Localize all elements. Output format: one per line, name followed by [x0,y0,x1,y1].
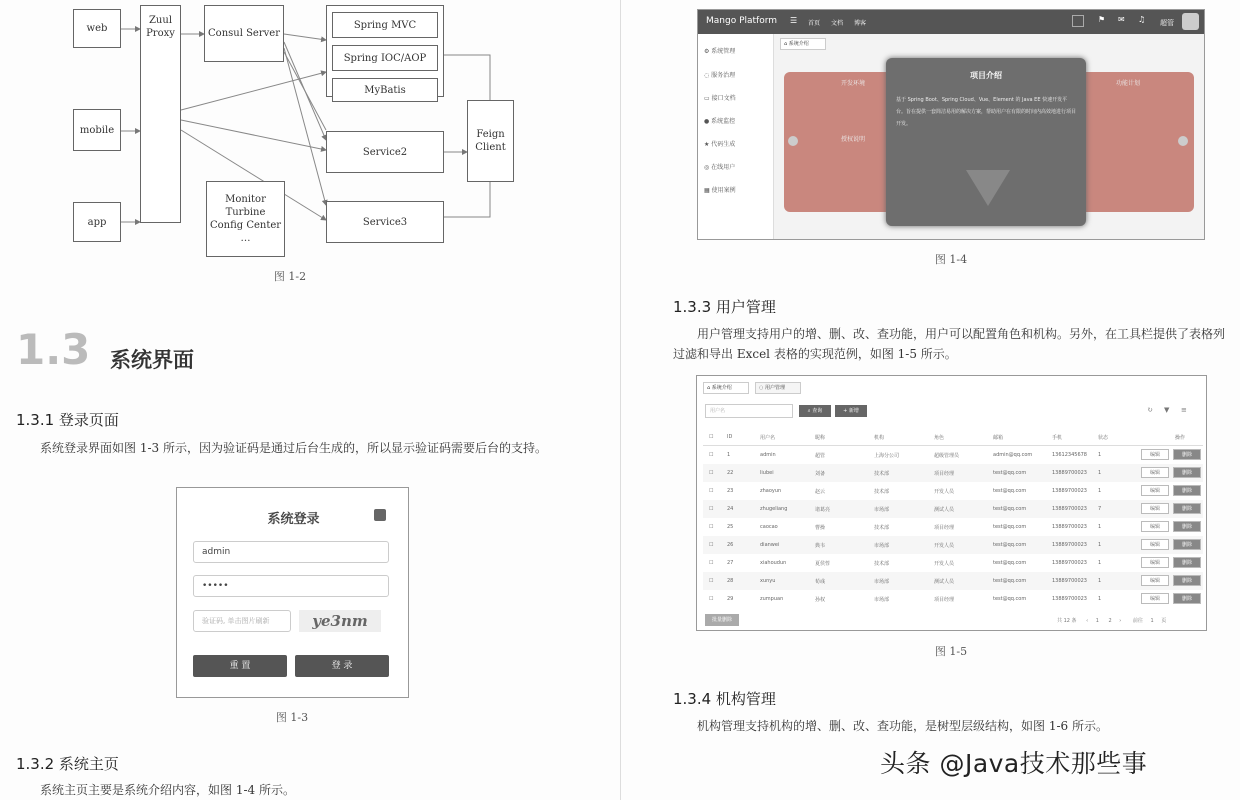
table-cell: 技术部 [874,561,890,567]
login-figure [176,487,409,698]
node-monitor [206,181,285,257]
plus-icon: + [843,408,849,414]
table-cell: zhugeliang [760,506,788,512]
page-number[interactable]: 1 [1095,618,1099,624]
captcha-image[interactable]: ye3nm [299,610,381,632]
table-cell: caocao [760,524,778,530]
table-cell: 24 [727,506,734,512]
edit-button[interactable]: 编辑 [1141,593,1169,604]
table-cell: 1 [1098,524,1102,530]
column-header[interactable]: 操作 [1175,435,1186,441]
monitor-line: Turbine [225,207,266,218]
table-cell: zhaoyun [760,488,782,494]
search-icon: ⌕ [807,408,813,414]
subsection-heading: 1.3.3 用户管理 [673,298,776,316]
table-cell: 诸葛亮 [815,507,831,513]
pagination [1057,617,1202,624]
edge-zuul-service1 [181,72,326,110]
table-cell: 技术部 [874,525,890,531]
sidebar-item-label: 代码生成 [711,141,736,148]
paragraph: 用户管理支持用户的增、删、改、查功能，用户可以配置角色和机构。另外，在工具栏提供了表格列过滤和导出 Excel 表格的实现范例，如图 1-5 所示。 [673,327,1226,361]
table-cell: test@qq.com [993,470,1027,476]
column-header[interactable]: ID [727,434,733,440]
nav-home[interactable]: 首页 [808,20,821,27]
card-text: 基于 Spring Boot、Spring Cloud、Vue、Element 的 Java EE 快速开发平台。旨在提供一套简洁易用的解决方案，帮助用户在有限的时间内高效地进行项目开发。 [896,97,1077,127]
table-cell: 1 [1098,542,1102,548]
right-page [620,0,1240,800]
edit-button[interactable]: 编辑 [1141,521,1169,532]
add-label: 新增 [848,408,859,414]
table-cell: 超管 [815,453,826,459]
sidebar-item-monitor[interactable] [704,116,735,125]
sidebar-item-label: 系统监控 [711,118,736,125]
tab-label: 系统介绍 [711,385,732,391]
user-icon: ◌ [759,385,765,391]
reset-button[interactable]: 重 置 [193,655,287,677]
table-cell: admin [760,452,776,458]
checkbox[interactable]: ☐ [709,560,714,566]
star-icon: ★ [704,141,712,148]
carousel-next-icon[interactable] [1178,136,1188,146]
delete-button[interactable]: 删除 [1173,557,1201,568]
column-header[interactable]: 手机 [1052,435,1063,441]
table-cell: 刘备 [815,471,826,477]
table-cell: zumpuan [760,596,784,602]
table-cell: 技术部 [874,489,890,495]
query-label: 查询 [812,408,823,414]
card-left-title: 开发环境 [840,80,865,87]
table-cell: 技术部 [874,471,890,477]
table-cell: 1 [727,452,731,458]
lang-icon[interactable]: ⚑ [1098,15,1106,24]
refresh-icon[interactable]: ↻ [1147,406,1153,414]
home-icon: ⌂ [707,385,712,391]
user-management-figure [696,375,1207,631]
theme-toggle-icon[interactable] [374,509,386,521]
node-mobile: mobile [73,109,121,151]
table-row[interactable] [703,590,1203,608]
edit-button[interactable]: 编辑 [1141,467,1169,478]
eye-icon: ◎ [704,164,712,171]
user-name[interactable]: 超管 [1160,19,1174,27]
sidebar-item-api[interactable] [704,93,736,102]
table-cell: 25 [727,524,734,530]
home-icon: ⌂ [784,41,789,47]
paragraph: 机构管理支持机构的增、删、改、查功能，是树型层级结构，如图 1-6 所示。 [697,719,1108,733]
node-consul-server: Consul Server [204,5,284,62]
sidebar-item-system[interactable] [704,46,735,55]
table-cell: test@qq.com [993,596,1027,602]
sidebar-item-online[interactable] [704,162,735,171]
node-mybatis: MyBatis [332,78,438,102]
edit-button[interactable]: 编辑 [1141,575,1169,586]
monitor-line: … [240,233,251,244]
password-input[interactable]: ••••• [193,575,389,597]
table-cell: 26 [727,542,734,548]
edit-button[interactable]: 编辑 [1141,557,1169,568]
table-cell: 1 [1098,578,1102,584]
delete-button[interactable]: 删除 [1173,521,1201,532]
table-row[interactable] [703,572,1203,590]
column-header[interactable]: 机构 [874,435,885,441]
query-button[interactable] [799,405,831,417]
table-cell: test@qq.com [993,578,1027,584]
table-row[interactable] [703,554,1203,572]
top-bar [698,10,1205,34]
column-header[interactable]: 角色 [934,435,945,441]
table-cell: 上海分公司 [874,453,900,459]
tab-intro[interactable] [703,382,749,394]
tab-users[interactable] [755,382,801,394]
carousel-prev-icon[interactable] [788,136,798,146]
refresh-icon: ◌ [704,72,712,79]
table-cell: 22 [727,470,734,476]
table-cell: 13889700023 [1052,578,1087,584]
username-input[interactable]: admin [193,541,389,563]
delete-button[interactable]: 删除 [1173,593,1201,604]
filter-icon[interactable]: ▼ [1164,406,1170,414]
subsection-heading: 1.3.2 系统主页 [16,755,119,773]
table-row[interactable] [703,518,1203,536]
table-cell: 13612345678 [1052,452,1087,458]
table-cell: 曹操 [815,525,826,531]
menu-toggle-icon[interactable]: ☰ [790,16,798,25]
nav-docs[interactable]: 文档 [831,20,844,27]
table-cell: 13889700023 [1052,488,1087,494]
monitor-icon: ● [704,118,712,125]
table-cell: 开发人员 [934,561,955,567]
monitor-line: Config Center [209,220,282,231]
edge-service3-feign [444,182,490,217]
subsection-heading: 1.3.4 机构管理 [673,690,776,708]
sidebar-item-service[interactable] [704,70,735,79]
avatar[interactable] [1182,13,1199,30]
watermark: 头条 @Java技术那些事 [880,749,1148,778]
login-button[interactable]: 登 录 [295,655,389,677]
table-cell: 13889700023 [1052,560,1087,566]
node-feign-client: Feign Client [467,100,514,182]
table-cell: 1 [1098,488,1102,494]
table-cell: 13889700023 [1052,470,1087,476]
login-title: 系统登录 [267,512,320,527]
tab-label: 用户管理 [764,385,785,391]
delete-button[interactable]: 删除 [1173,539,1201,550]
checkbox[interactable]: ☐ [709,470,714,476]
table-cell: 1 [1098,452,1102,458]
gear-icon: ⚙ [704,48,712,55]
delete-button[interactable]: 删除 [1173,467,1201,478]
edit-button[interactable]: 编辑 [1141,503,1169,514]
figure-caption: 图 1-3 [275,711,309,724]
sidebar-item-codegen[interactable] [704,139,735,148]
mango-home-figure [697,9,1205,240]
node-zuul-proxy [140,5,181,223]
table-cell: 7 [1098,506,1102,512]
table-cell: 项目经理 [934,597,955,603]
checkbox[interactable]: ☐ [709,488,714,494]
add-button[interactable] [835,405,867,417]
card-project-intro [886,58,1086,226]
table-cell: 1 [1098,470,1102,476]
doc-icon: ▭ [704,95,712,102]
node-service3: Service3 [326,201,444,243]
page-number[interactable]: 2 [1108,618,1112,624]
checkbox[interactable]: ☐ [709,524,714,530]
card-title: 项目介绍 [970,71,1002,80]
table-cell: 荀彧 [815,579,826,585]
edge-consul-service1 [284,34,326,40]
sidebar-item-cases[interactable] [704,185,736,194]
table-cell: 典韦 [815,543,826,549]
column-header[interactable]: 用户名 [760,435,776,441]
next-page-icon[interactable]: › [1119,618,1122,624]
table-cell: 项目经理 [934,471,955,477]
table-cell: 市场部 [874,507,890,513]
card-left-subtitle: 授权说明 [840,136,865,143]
delete-button[interactable]: 删除 [1173,449,1201,460]
table-cell: 29 [727,596,734,602]
column-header[interactable]: 昵称 [815,435,826,441]
prev-page-icon[interactable]: ‹ [1086,618,1089,624]
table-cell: 超级管理员 [934,453,960,459]
delete-button[interactable]: 删除 [1173,575,1201,586]
section-number: 1.3 [16,325,91,374]
node-service2: Service2 [326,131,444,173]
edge-consul-extra [284,52,326,130]
table-cell: 测试人员 [934,507,955,513]
page-unit: 页 [1161,618,1167,624]
table-row[interactable] [703,464,1203,482]
node-web: web [73,9,121,48]
table-cell: xunyu [760,578,776,584]
sidebar [698,34,774,240]
table-cell: 1 [1098,596,1102,602]
table-cell: 孙权 [815,597,826,603]
edit-button[interactable]: 编辑 [1141,539,1169,550]
checkbox[interactable]: ☐ [709,434,714,440]
export-icon[interactable]: ≡ [1181,406,1187,414]
sidebar-item-label: 在线用户 [711,164,736,171]
table-cell: 13889700023 [1052,542,1087,548]
search-input[interactable]: 用户名 [705,404,793,418]
paragraph: 系统登录界面如图 1-3 所示，因为验证码是通过后台生成的，所以显示验证码需要后台的支持。 [40,441,547,455]
delete-button[interactable]: 删除 [1173,485,1201,496]
table-cell: 市场部 [874,543,890,549]
paragraph: 系统主页主要是系统介绍内容，如图 1-4 所示。 [40,783,295,797]
node-app: app [73,202,121,242]
table-cell: 开发人员 [934,489,955,495]
table-cell: liubei [760,470,774,476]
sidebar-item-label: 服务治理 [711,72,736,79]
sidebar-item-label: 使用案例 [711,187,736,194]
tab-label: 系统介绍 [788,41,809,47]
table-cell: 23 [727,488,734,494]
batch-delete-button[interactable]: 批量删除 [705,614,739,626]
monitor-line: Monitor [225,194,266,205]
checkbox[interactable]: ☐ [709,542,714,548]
figure-caption: 图 1-2 [273,270,307,283]
column-header[interactable]: 邮箱 [993,435,1004,441]
column-header[interactable]: 状态 [1098,435,1109,441]
total-count: 共 12 条 [1057,618,1077,624]
theme-picker-icon[interactable] [1072,15,1084,27]
brand-title[interactable]: Mango Platform [706,16,778,26]
table-row[interactable] [703,500,1203,518]
table-cell: 项目经理 [934,525,955,531]
node-spring-mvc: Spring MVC [332,12,438,38]
table-cell: test@qq.com [993,542,1027,548]
edit-button[interactable]: 编辑 [1141,449,1169,460]
checkbox[interactable]: ☐ [709,506,714,512]
tab-intro[interactable] [780,38,826,50]
table-row[interactable] [703,446,1203,464]
page-input[interactable]: 1 [1150,618,1154,624]
figure-caption: 图 1-5 [934,645,968,658]
card-right-title: 功能计划 [1115,80,1140,87]
table-cell: 1 [1098,560,1102,566]
zuul-label: Zuul Proxy [146,15,175,39]
table-cell: 市场部 [874,579,890,585]
table-cell: test@qq.com [993,524,1027,530]
message-icon[interactable]: ✉ [1118,15,1125,24]
table-row[interactable] [703,482,1203,500]
sidebar-item-label: 系统管理 [711,48,736,55]
edit-button[interactable]: 编辑 [1141,485,1169,496]
section-title: 系统界面 [110,348,194,372]
table-cell: admin@qq.com [993,452,1033,458]
table-row[interactable] [703,536,1203,554]
edge-service1-feign [444,55,490,100]
table-header [703,428,1203,446]
table-cell: 开发人员 [934,543,955,549]
table-cell: 市场部 [874,597,890,603]
notice-icon[interactable]: ♫ [1138,15,1146,24]
checkbox[interactable]: ☐ [709,452,714,458]
table-cell: 赵云 [815,489,826,495]
table-cell: 夏侯惇 [815,561,831,567]
table-cell: test@qq.com [993,506,1027,512]
nav-blog[interactable]: 博客 [854,20,867,27]
subsection-heading: 1.3.1 登录页面 [16,411,119,429]
goto-label: 前往 [1132,618,1143,624]
node-spring-ioc: Spring IOC/AOP [332,45,438,71]
table-cell: 28 [727,578,734,584]
figure-caption: 图 1-4 [934,253,968,266]
table-cell: dianwei [760,542,780,548]
table-cell: 13889700023 [1052,506,1087,512]
table-cell: 13889700023 [1052,524,1087,530]
delete-button[interactable]: 删除 [1173,503,1201,514]
grid-icon: ▦ [704,187,712,194]
vue-logo-icon [966,170,1010,206]
table-cell: xiahoudun [760,560,787,566]
captcha-input[interactable]: 验证码, 单击图片刷新 [193,610,291,632]
table-cell: 13889700023 [1052,596,1087,602]
table-cell: 27 [727,560,734,566]
table-cell: test@qq.com [993,488,1027,494]
table-cell: 测试人员 [934,579,955,585]
table-cell: test@qq.com [993,560,1027,566]
checkbox[interactable]: ☐ [709,596,714,602]
checkbox[interactable]: ☐ [709,578,714,584]
sidebar-item-label: 接口文档 [711,95,736,102]
